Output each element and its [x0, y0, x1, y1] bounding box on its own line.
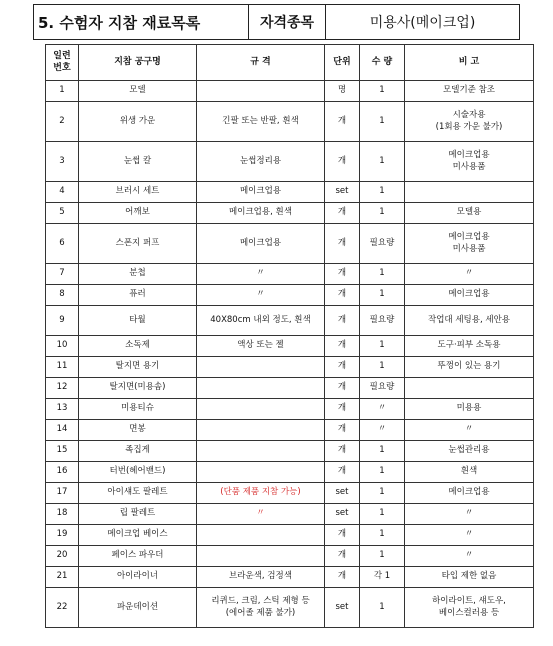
- cell-unit: set: [325, 182, 360, 203]
- cell-qty: 1: [360, 483, 405, 504]
- cell-name: 터번(헤어밴드): [79, 462, 197, 483]
- cell-unit: 개: [325, 306, 360, 336]
- cell-spec: 40X80cm 내외 정도, 흰색: [197, 306, 325, 336]
- cell-qty: 1: [360, 336, 405, 357]
- cell-name: 립 팔레트: [79, 504, 197, 525]
- cell-unit: 개: [325, 102, 360, 142]
- cell-qty: 각 1: [360, 567, 405, 588]
- cell-qty: 1: [360, 182, 405, 203]
- cell-spec: [197, 378, 325, 399]
- cell-no: 4: [46, 182, 79, 203]
- table-row: [46, 462, 534, 483]
- qualification-label: 자격종목: [249, 5, 326, 39]
- cell-name: 탈지면 용기: [79, 357, 197, 378]
- cell-spec: 리퀴드, 크림, 스틱 제형 등 (에어졸 제품 불가): [197, 588, 325, 628]
- cell-name: 메이크업 베이스: [79, 525, 197, 546]
- materials-table: [45, 44, 534, 628]
- cell-no: 21: [46, 567, 79, 588]
- cell-note: 〃: [405, 525, 534, 546]
- column-header-qty: 수 량: [360, 45, 405, 81]
- cell-note: 타입 제한 없음: [405, 567, 534, 588]
- cell-name: 족집게: [79, 441, 197, 462]
- table-row: [46, 81, 534, 102]
- cell-no: 5: [46, 203, 79, 224]
- cell-qty: 〃: [360, 399, 405, 420]
- cell-spec: [197, 420, 325, 441]
- table-body: [46, 81, 534, 628]
- table-row: [46, 399, 534, 420]
- cell-name: 면봉: [79, 420, 197, 441]
- cell-name: 퓨러: [79, 285, 197, 306]
- cell-note: 〃: [405, 546, 534, 567]
- cell-spec: 액상 또는 젤: [197, 336, 325, 357]
- cell-note: 〃: [405, 264, 534, 285]
- cell-no: 15: [46, 441, 79, 462]
- cell-spec: [197, 546, 325, 567]
- cell-name: 타월: [79, 306, 197, 336]
- cell-name: 소독제: [79, 336, 197, 357]
- cell-qty: 1: [360, 588, 405, 628]
- cell-qty: 1: [360, 462, 405, 483]
- cell-unit: 개: [325, 224, 360, 264]
- cell-spec: 긴팔 또는 반팔, 흰색: [197, 102, 325, 142]
- cell-spec: [197, 357, 325, 378]
- cell-note: 모델기준 참조: [405, 81, 534, 102]
- cell-name: 페이스 파우더: [79, 546, 197, 567]
- cell-spec: 메이크업용, 흰색: [197, 203, 325, 224]
- cell-unit: 개: [325, 203, 360, 224]
- table-header-row: [46, 45, 534, 81]
- cell-no: 19: [46, 525, 79, 546]
- table-row: [46, 378, 534, 399]
- cell-note: 작업대 세팅용, 세안용: [405, 306, 534, 336]
- cell-spec: [197, 525, 325, 546]
- cell-qty: 1: [360, 264, 405, 285]
- cell-spec: [197, 81, 325, 102]
- cell-qty: 1: [360, 441, 405, 462]
- cell-spec: 〃: [197, 264, 325, 285]
- cell-unit: 개: [325, 546, 360, 567]
- table-row: [46, 567, 534, 588]
- cell-qty: 1: [360, 285, 405, 306]
- cell-unit: 개: [325, 264, 360, 285]
- cell-spec: 브라운색, 검정색: [197, 567, 325, 588]
- cell-note: 미용용: [405, 399, 534, 420]
- cell-name: 분첩: [79, 264, 197, 285]
- table-row: [46, 357, 534, 378]
- cell-qty: 〃: [360, 420, 405, 441]
- cell-no: 17: [46, 483, 79, 504]
- cell-no: 7: [46, 264, 79, 285]
- section-title: 5. 수험자 지참 재료목록: [34, 5, 249, 39]
- table-row: [46, 420, 534, 441]
- cell-unit: 개: [325, 357, 360, 378]
- cell-no: 11: [46, 357, 79, 378]
- cell-no: 1: [46, 81, 79, 102]
- cell-spec: [197, 462, 325, 483]
- cell-no: 13: [46, 399, 79, 420]
- cell-name: 모델: [79, 81, 197, 102]
- cell-qty: 1: [360, 142, 405, 182]
- cell-qty: 1: [360, 357, 405, 378]
- cell-unit: 명: [325, 81, 360, 102]
- table-row: [46, 336, 534, 357]
- cell-spec: 눈썹정리용: [197, 142, 325, 182]
- table-row: [46, 142, 534, 182]
- cell-name: 아이라이너: [79, 567, 197, 588]
- cell-qty: 필요량: [360, 378, 405, 399]
- cell-no: 2: [46, 102, 79, 142]
- cell-note: 메이크업용: [405, 285, 534, 306]
- cell-note: 모델용: [405, 203, 534, 224]
- cell-spec: [197, 441, 325, 462]
- cell-name: 아이섀도 팔레트: [79, 483, 197, 504]
- cell-name: 위생 가운: [79, 102, 197, 142]
- cell-unit: 개: [325, 142, 360, 182]
- table-row: [46, 504, 534, 525]
- cell-note: 메이크업용 미사용품: [405, 224, 534, 264]
- cell-unit: 개: [325, 462, 360, 483]
- cell-spec: 메이크업용: [197, 224, 325, 264]
- cell-no: 12: [46, 378, 79, 399]
- qualification-value: 미용사(메이크업): [369, 15, 476, 31]
- cell-qty: 1: [360, 525, 405, 546]
- cell-no: 8: [46, 285, 79, 306]
- column-header-spec: 규 격: [197, 45, 325, 81]
- cell-name: 스폰지 퍼프: [79, 224, 197, 264]
- cell-note: 뚜껑이 있는 용기: [405, 357, 534, 378]
- table-row: [46, 182, 534, 203]
- column-header-unit: 단위: [325, 45, 360, 81]
- table-row: [46, 102, 534, 142]
- cell-unit: 개: [325, 285, 360, 306]
- cell-qty: 1: [360, 81, 405, 102]
- cell-note: 〃: [405, 504, 534, 525]
- table-row: [46, 525, 534, 546]
- column-header-name: 지참 공구명: [79, 45, 197, 81]
- column-header-note: 비 고: [405, 45, 534, 81]
- section-header: [33, 4, 520, 40]
- column-header-no: 일련 번호: [46, 45, 79, 81]
- cell-note: 메이크업용 미사용품: [405, 142, 534, 182]
- cell-no: 16: [46, 462, 79, 483]
- cell-qty: 1: [360, 504, 405, 525]
- cell-qty: 1: [360, 102, 405, 142]
- cell-unit: set: [325, 483, 360, 504]
- cell-unit: 개: [325, 567, 360, 588]
- cell-note: 메이크업용: [405, 483, 534, 504]
- cell-unit: set: [325, 588, 360, 628]
- cell-no: 20: [46, 546, 79, 567]
- cell-name: 눈썹 칼: [79, 142, 197, 182]
- table-row: [46, 285, 534, 306]
- cell-unit: 개: [325, 420, 360, 441]
- cell-note: 시술자용 (1회용 가운 불가): [405, 102, 534, 142]
- cell-name: 파운데이션: [79, 588, 197, 628]
- cell-note: [405, 378, 534, 399]
- cell-no: 3: [46, 142, 79, 182]
- cell-unit: 개: [325, 399, 360, 420]
- table-row: [46, 441, 534, 462]
- cell-name: 어깨보: [79, 203, 197, 224]
- cell-qty: 1: [360, 203, 405, 224]
- cell-spec: [197, 399, 325, 420]
- cell-note: 흰색: [405, 462, 534, 483]
- cell-unit: 개: [325, 525, 360, 546]
- cell-spec: 〃: [197, 285, 325, 306]
- table-row: [46, 224, 534, 264]
- cell-name: 미용티슈: [79, 399, 197, 420]
- cell-name: 브러시 세트: [79, 182, 197, 203]
- cell-note: 〃: [405, 420, 534, 441]
- cell-spec: 〃: [197, 504, 325, 525]
- table-row: [46, 546, 534, 567]
- cell-name: 탈지면(미용솜): [79, 378, 197, 399]
- table-row: [46, 203, 534, 224]
- cell-qty: 필요량: [360, 306, 405, 336]
- cell-no: 10: [46, 336, 79, 357]
- table-row: [46, 306, 534, 336]
- cell-spec: (단품 제품 지참 가능): [197, 483, 325, 504]
- cell-no: 9: [46, 306, 79, 336]
- cell-qty: 1: [360, 546, 405, 567]
- cell-unit: 개: [325, 336, 360, 357]
- cell-unit: 개: [325, 378, 360, 399]
- cell-no: 22: [46, 588, 79, 628]
- cell-note: 눈썹관리용: [405, 441, 534, 462]
- cell-unit: set: [325, 504, 360, 525]
- cell-note: 도구·피부 소독용: [405, 336, 534, 357]
- table-row: [46, 483, 534, 504]
- cell-no: 6: [46, 224, 79, 264]
- cell-unit: 개: [325, 441, 360, 462]
- table-row: [46, 264, 534, 285]
- cell-note: 하이라이트, 섀도우, 베이스컬러용 등: [405, 588, 534, 628]
- table-row: [46, 588, 534, 628]
- cell-note: [405, 182, 534, 203]
- cell-qty: 필요량: [360, 224, 405, 264]
- cell-no: 18: [46, 504, 79, 525]
- cell-no: 14: [46, 420, 79, 441]
- cell-spec: 메이크업용: [197, 182, 325, 203]
